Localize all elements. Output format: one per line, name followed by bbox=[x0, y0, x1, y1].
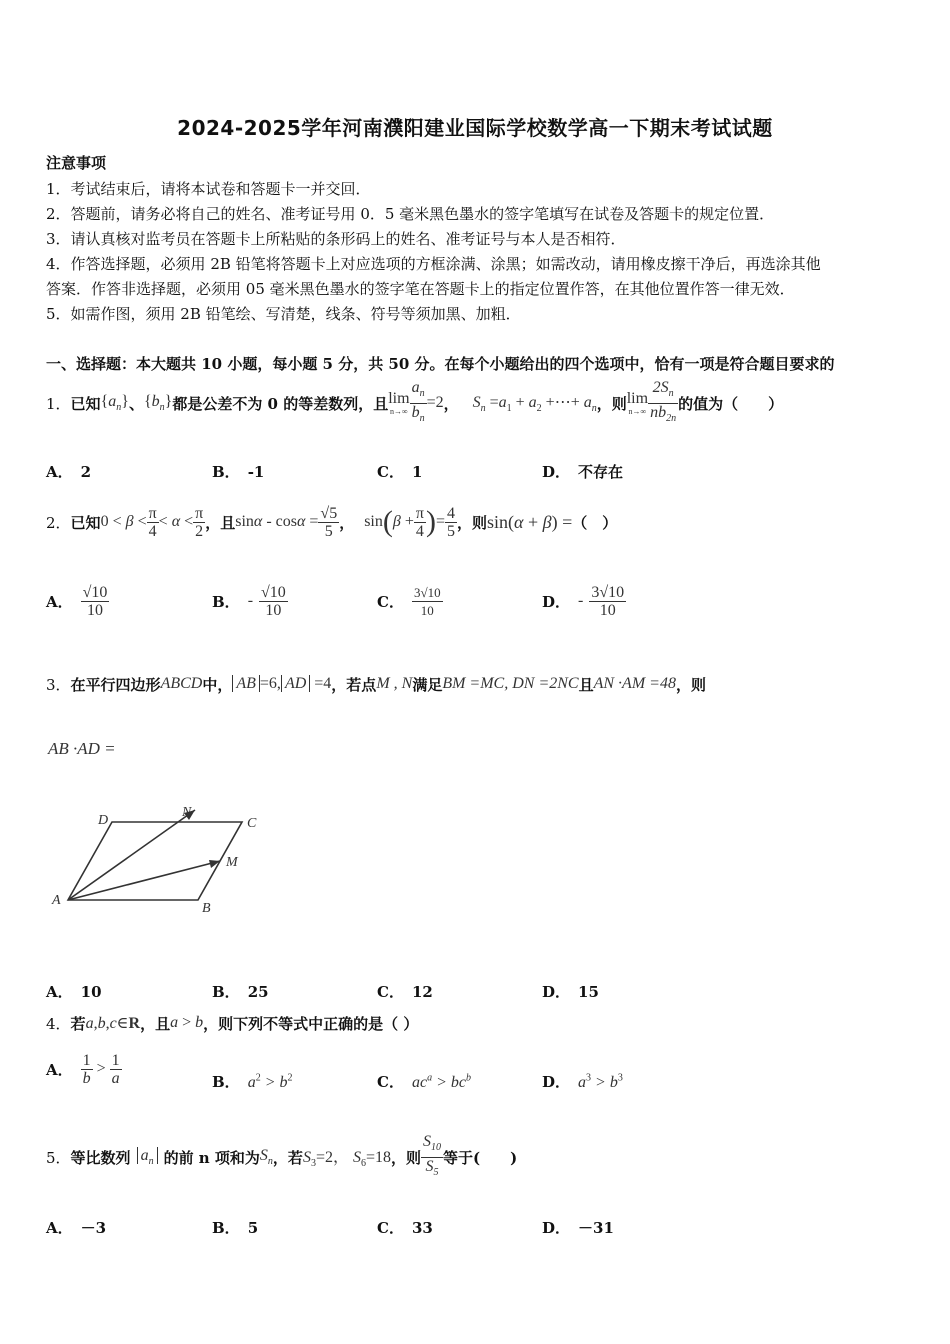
option-a[interactable]: A． 10 bbox=[46, 983, 102, 1001]
math-expr: $S_n =a_1 + a_2$ +⋯+ $a_n$ bbox=[472, 393, 597, 415]
option-c[interactable]: C． 12 bbox=[377, 983, 433, 1001]
page-title: 2024-2025学年河南濮阳建业国际学校数学高一下期末考试试题 bbox=[177, 116, 773, 140]
math-expr: sinα - cosα = bbox=[235, 513, 319, 530]
math-expr: AB =6, AD =4 bbox=[232, 675, 331, 693]
math-expr: M , N bbox=[376, 675, 413, 692]
math-expr: $\frac{a_n}{b_n}$ bbox=[411, 379, 425, 424]
math-expr: 0 < β < bbox=[100, 513, 147, 530]
option-c[interactable]: C． $ac^a > bc^b$ bbox=[377, 1072, 471, 1091]
math-expr: $\{a_n\}$ bbox=[100, 392, 129, 414]
math-expr: $S_n$ bbox=[259, 1146, 273, 1168]
label-m: M bbox=[226, 855, 238, 870]
label-c: C bbox=[247, 816, 257, 831]
option-d[interactable]: D． - $\frac{3√10}{10}$ bbox=[542, 583, 625, 619]
math-expr: $a_n$ bbox=[137, 1147, 158, 1167]
option-b[interactable]: B． - $\frac{√10}{10}$ bbox=[212, 583, 286, 619]
label-d: D bbox=[98, 813, 109, 828]
option-d[interactable]: D． 15 bbox=[542, 983, 599, 1001]
option-d[interactable]: D． $a^3 > b^3$ bbox=[542, 1072, 623, 1091]
label-n: N bbox=[182, 805, 192, 820]
question-number: 3． bbox=[46, 675, 71, 694]
math-expr: lim n→∞ bbox=[626, 390, 649, 416]
question-1: 1． 已知 $\{a_n\}$ 、 $\{b_n\}$ 都是公差不为 0 的等差数列，且 lim n→∞ $\frac{a_n}{b_n}$ =2 ， $S_n =a_1 + a_2$ +⋯+ $a_n$ ，则 lim n→∞ $\frac{2S_n}{nb_{2n}}$ 的值为（ ） bbox=[46, 378, 783, 428]
math-expr: sin bbox=[364, 513, 383, 530]
notice-heading: 注意事项 bbox=[46, 154, 107, 172]
option-c[interactable]: C． 33 bbox=[377, 1219, 433, 1237]
option-b[interactable]: B． $a^2 > b^2$ bbox=[212, 1072, 293, 1091]
math-expr: lim n→∞ bbox=[388, 390, 410, 416]
option-a[interactable]: A． －3 bbox=[46, 1219, 107, 1237]
math-expr: BM =MC, DN =2NC bbox=[442, 675, 579, 692]
question-number: 1． bbox=[46, 394, 71, 413]
option-a[interactable]: A． 2 bbox=[46, 463, 92, 481]
option-d[interactable]: D． －31 bbox=[542, 1219, 614, 1237]
notice-item: 2．答题前，请务必将自己的姓名、准考证号用 0．5 毫米黑色墨水的签字笔填写在试卷及答题卡的规定位置． bbox=[46, 205, 775, 223]
question-5: 5． 等比数列 $a_n$ 的前 n 项和为 $S_n$ ，若 $S_3=2$， $S_6=18$ ，则 $\frac{S_{10}}{S_5}$ 等于( ) bbox=[46, 1130, 517, 1184]
math-expr: a,b,c∈R bbox=[85, 1015, 141, 1032]
question-3: 3． 在平行四边形 ABCD 中， AB =6, AD =4 ，若点 M , N 满足 BM =MC, DN =2NC 且 AN ·AM =48 ，则 bbox=[46, 675, 706, 694]
notice-item: 4．作答选择题，必须用 2B 铅笔将答题卡上对应选项的方框涂满、涂黑；如需改动，请用橡皮擦干净后，再选涂其他 bbox=[46, 255, 821, 273]
option-b[interactable]: B． 5 bbox=[212, 1219, 259, 1237]
label-a: A bbox=[52, 893, 61, 908]
math-expr: AN ·AM =48 bbox=[593, 675, 676, 692]
math-expr: AB ·AD = bbox=[48, 739, 116, 758]
math-expr: a > b bbox=[170, 1014, 204, 1031]
option-c[interactable]: C． 1 bbox=[377, 463, 423, 481]
option-d[interactable]: D． 不存在 bbox=[542, 463, 624, 481]
parallelogram-diagram bbox=[40, 800, 280, 920]
option-c[interactable]: C． $\frac{3√10}{10}$ bbox=[377, 584, 441, 618]
vector-an bbox=[68, 810, 195, 900]
math-expr: ABCD bbox=[160, 675, 203, 692]
notice-item: 1．考试结束后，请将本试卷和答题卡一并交回． bbox=[46, 180, 371, 198]
question-4: 4． 若 a,b,c∈R ，且 a > b ，则下列不等式中正确的是（ ） bbox=[46, 1014, 419, 1033]
math-expr: sin(α + β) = bbox=[487, 511, 573, 532]
math-expr: $\frac{2S_n}{nb_{2n}}$ bbox=[650, 379, 677, 424]
section-heading: 一、选择题：本大题共 10 小题，每小题 5 分，共 50 分。在每个小题给出的四个选项中，恰有一项是符合题目要求的 bbox=[46, 355, 835, 373]
option-b[interactable]: B． 25 bbox=[212, 983, 269, 1001]
notice-item: 5．如需作图，须用 2B 铅笔绘、写清楚，线条、符号等须加黑、加粗． bbox=[46, 305, 521, 323]
label-b: B bbox=[202, 901, 211, 916]
option-a[interactable]: A． $\frac{1}{b}$ > $\frac{1}{a}$ bbox=[46, 1051, 120, 1087]
question-2: 2． 已知 0 < β < $\frac{\pi}{4}$ < α < $\frac{\pi}{2}$ ，且 sinα - cosα = $\frac{√5}{5}$ ， sin ( β + $\frac{\pi}{4}$ ) = $\frac{4}{5}$ ，则 sin(α + β) = （ ） bbox=[46, 504, 618, 540]
math-expr: $\{b_n\}$ bbox=[143, 392, 173, 414]
question-number: 2． bbox=[46, 513, 71, 532]
vector-am bbox=[68, 861, 220, 900]
option-b[interactable]: B． -1 bbox=[212, 463, 265, 481]
option-a[interactable]: A． $\frac{√10}{10}$ bbox=[46, 583, 108, 619]
notice-item: 3．请认真核对监考员在答题卡上所粘贴的条形码上的姓名、准考证号与本人是否相符． bbox=[46, 230, 626, 248]
notice-item: 答案．作答非选择题，必须用 05 毫米黑色墨水的签字笔在答题卡上的指定位置作答，在其他位置作答一律无效． bbox=[46, 280, 795, 298]
question-number: 4． bbox=[46, 1014, 71, 1033]
math-expr: $\frac{S_{10}}{S_5}$ bbox=[423, 1133, 442, 1178]
math-expr: $S_3=2$， $S_6=18$ bbox=[302, 1149, 391, 1170]
question-number: 5． bbox=[46, 1148, 71, 1167]
